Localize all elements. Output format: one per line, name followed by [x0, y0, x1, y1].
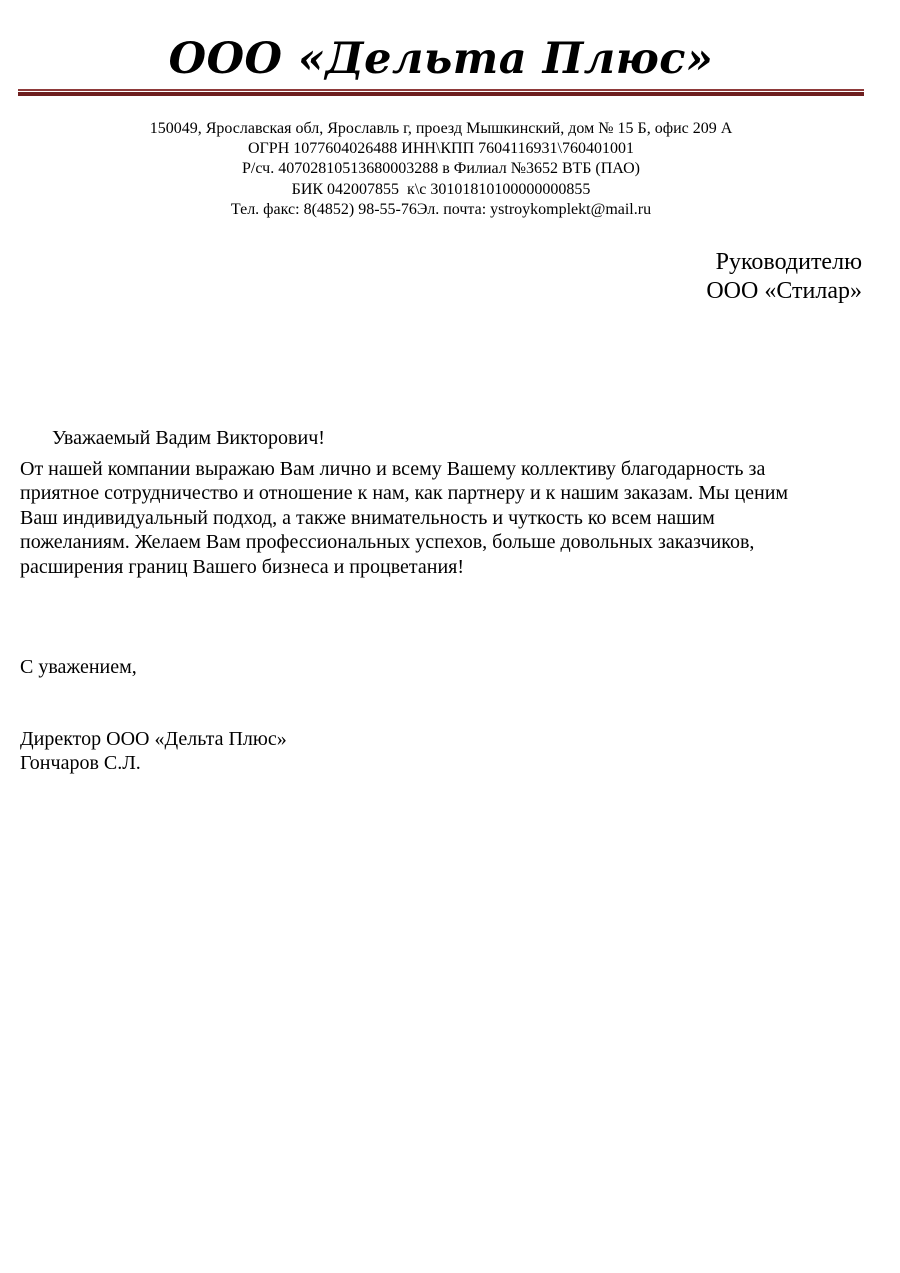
addressee-title: Руководителю [715, 249, 862, 275]
header-divider-thin-line [18, 89, 864, 91]
addressee-block [706, 248, 862, 306]
header-divider [18, 89, 864, 97]
company-requisites [18, 119, 864, 220]
header-divider-thick-line [18, 92, 864, 96]
signature-block [20, 727, 287, 776]
requisites-contacts: Тел. факс: 8(4852) 98-55-76Эл. почта: ystroykomplekt@mail.ru [230, 200, 652, 218]
signature-position: Директор ООО «Дельта Плюс» [20, 728, 287, 750]
letter-greeting: Уважаемый Вадим Викторович! [52, 427, 325, 449]
requisites-bank-account: Р/сч. 40702810513680003288 в Филиал №3652 ВТБ (ПАО) [242, 160, 640, 178]
addressee-company: ООО «Стилар» [706, 278, 862, 304]
requisites-address: 150049, Ярославская обл, Ярославль г, проезд Мышкинский, дом № 15 Б, офис 209 А [149, 120, 733, 137]
letter-body-line: расширения границ Вашего бизнеса и процветания! [20, 555, 465, 578]
letter-body-line: пожеланиям. Желаем Вам профессиональных успехов, больше довольных заказчиков, [20, 531, 755, 554]
letter-body [20, 457, 880, 579]
letter-closing: С уважением, [20, 656, 137, 678]
company-name-heading: ООО «Дельта Плюс» [168, 34, 714, 84]
letter-body-line: Ваш индивидуальный подход, а также внимательность и чуткость ко всем нашим [20, 506, 715, 529]
requisites-ogrn-inn: ОГРН 1077604026488 ИНН\КПП 7604116931\760401001 [248, 140, 634, 158]
letter-body-line: приятное сотрудничество и отношение к нам, как партнеру и к нашим заказам. Мы ценим [20, 482, 789, 505]
requisites-bik: БИК 042007855 к\с 30101810100000000855 [291, 180, 591, 198]
letter-body-line: От нашей компании выражаю Вам лично и всему Вашему коллективу благодарность за [20, 458, 766, 480]
signature-name: Гончаров С.Л. [20, 752, 141, 775]
